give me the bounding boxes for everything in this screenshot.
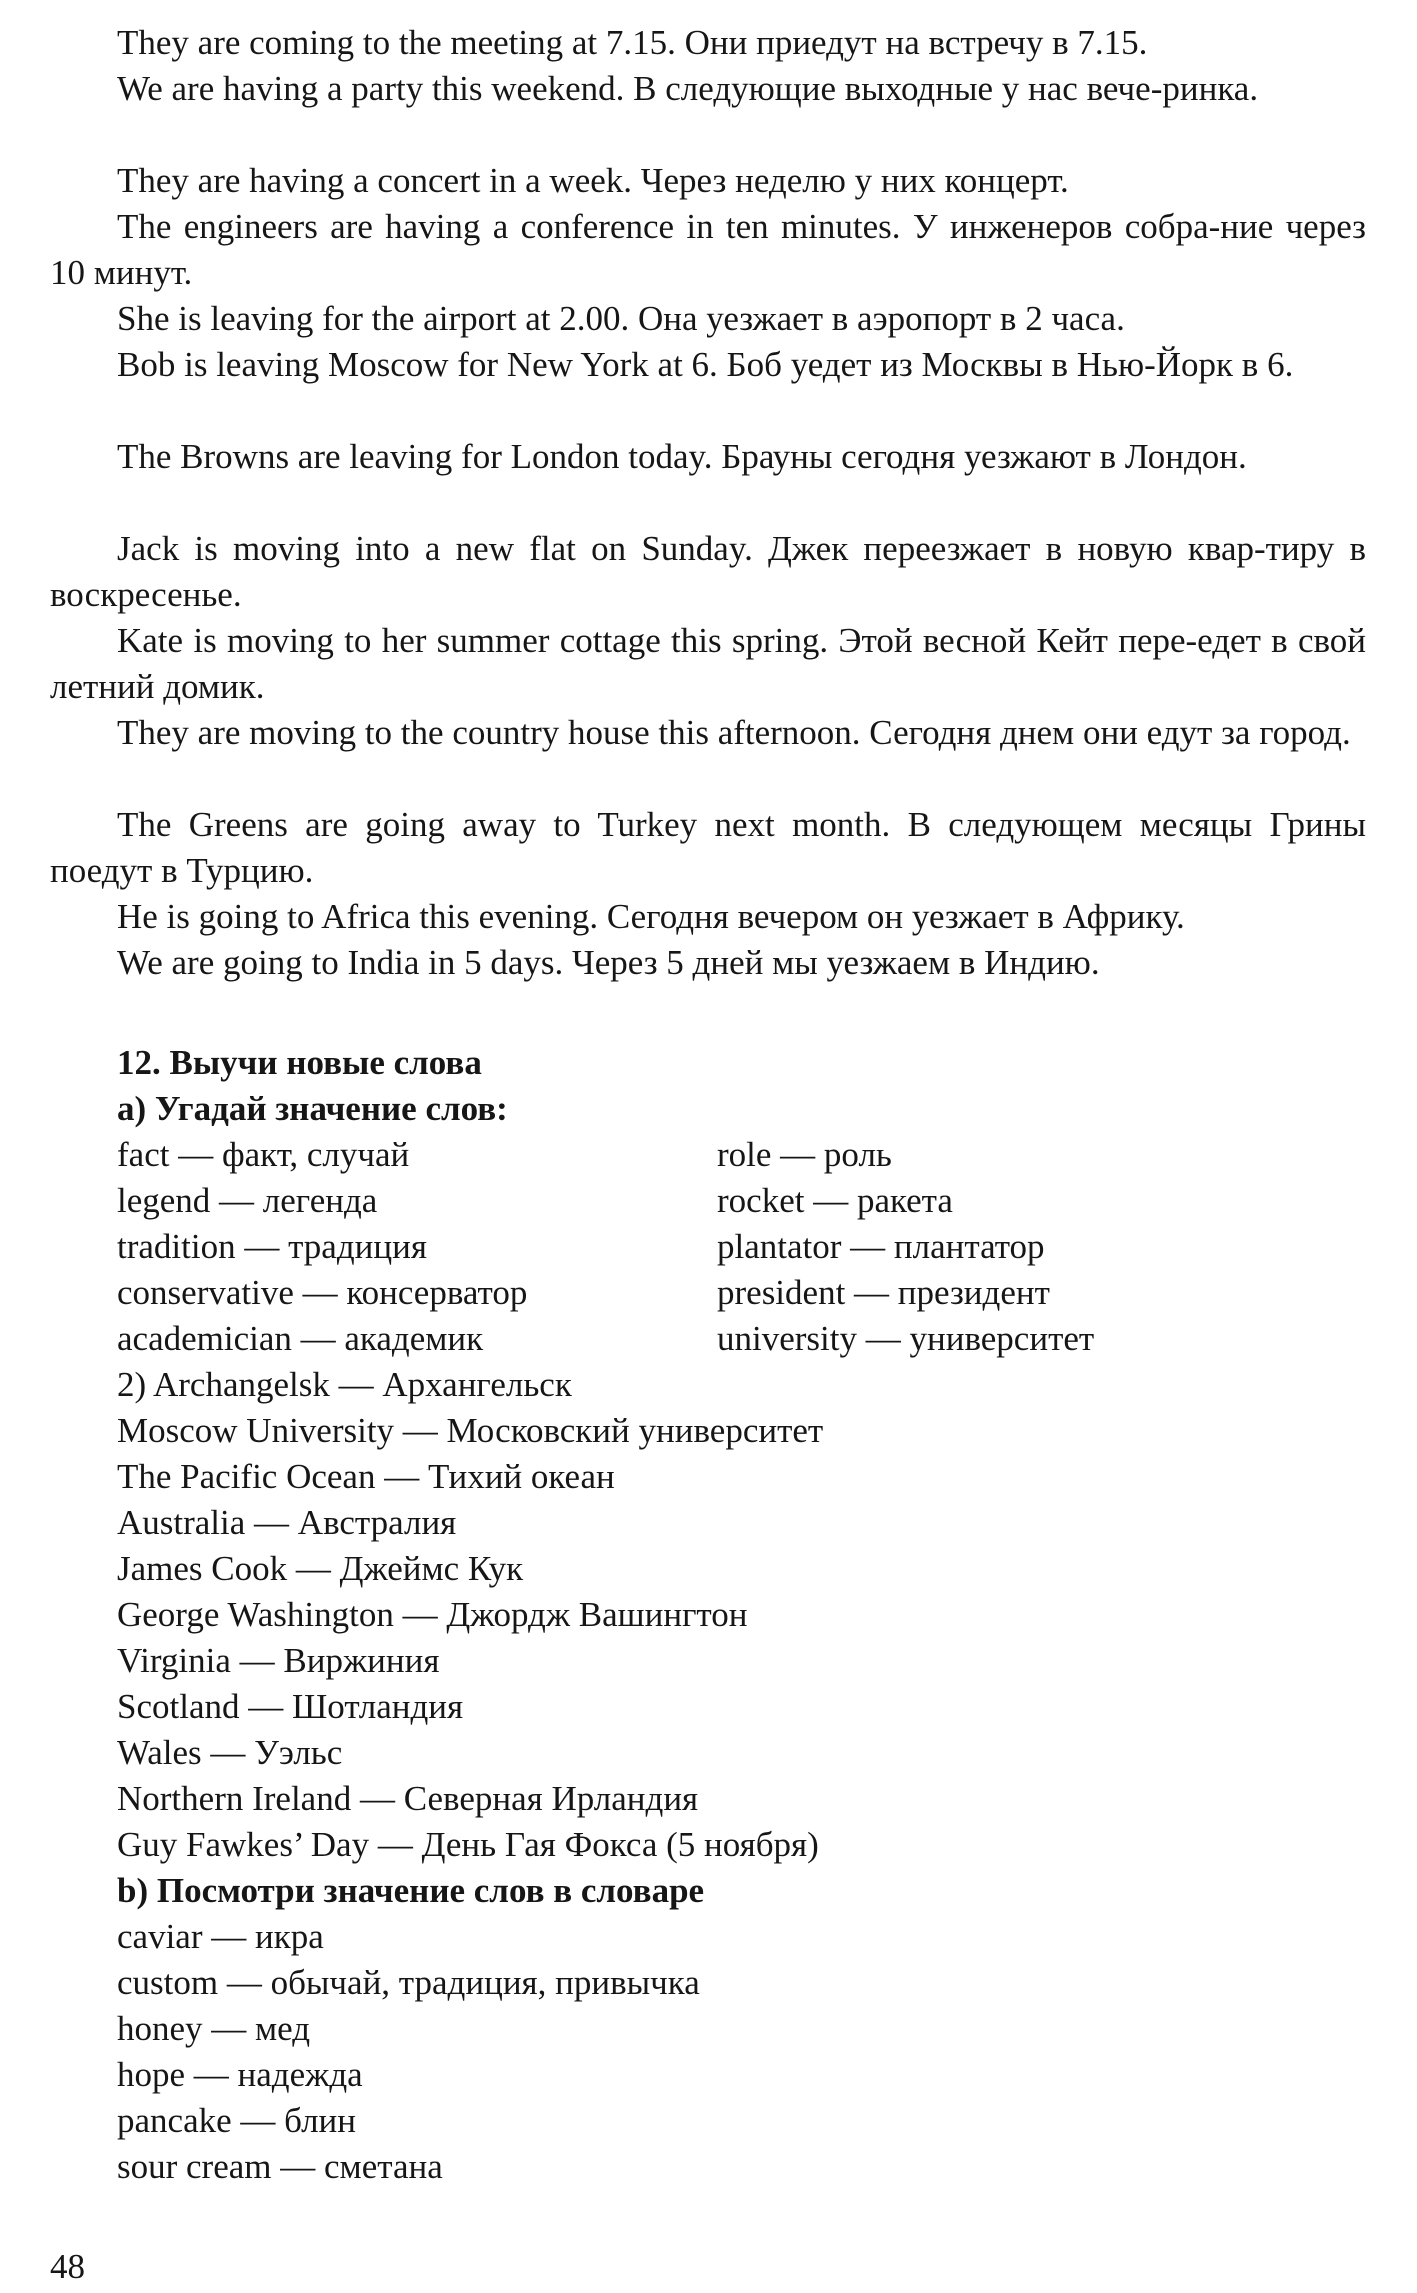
name-7: Virginia — Виржиния — [117, 1641, 440, 1680]
dict-word-2: custom — обычай, традиция, привычка — [117, 1963, 700, 2002]
dict-word-5: pancake — блин — [117, 2101, 357, 2140]
part-a-heading: a) Угадай значение слов: — [117, 1089, 508, 1128]
name-1: 2) Archangelsk — Архангельск — [117, 1365, 572, 1404]
sentence-2: We are having a party this weekend. В следующие выходные у нас вече-ринка. — [117, 69, 1259, 108]
name-5: James Cook — Джеймс Кук — [117, 1549, 524, 1588]
name-8: Scotland — Шотландия — [117, 1687, 464, 1726]
sentence-11: The Greens are going away to Turkey next month. В следующем месяцы Грины поедут в Турцию. — [50, 805, 1366, 890]
dict-word-6: sour cream — сметана — [117, 2147, 443, 2186]
name-9: Wales — Уэльс — [117, 1733, 343, 1772]
word-left-1: fact — факт, случай — [117, 1135, 410, 1174]
word-right-2: rocket — ракета — [717, 1181, 953, 1220]
name-6: George Washington — Джордж Вашингтон — [117, 1595, 748, 1634]
word-right-4: president — президент — [717, 1273, 1050, 1312]
sentence-8: Jack is moving into a new flat on Sunday. Джек переезжает в новую квар-тиру в воскресенье. — [50, 529, 1366, 614]
word-right-1: role — роль — [717, 1135, 892, 1174]
sentence-12: He is going to Africa this evening. Сегодня вечером он уезжает в Африку. — [117, 897, 1185, 936]
dict-word-3: honey — мед — [117, 2009, 311, 2048]
dict-word-4: hope — надежда — [117, 2055, 363, 2094]
sentence-1: They are coming to the meeting at 7.15. Они приедут на встречу в 7.15. — [117, 23, 1148, 62]
sentence-6: Bob is leaving Moscow for New York at 6. Боб уедет из Москвы в Нью-Йорк в 6. — [117, 345, 1294, 384]
sentence-7: The Browns are leaving for London today. Брауны сегодня уезжают в Лондон. — [117, 437, 1247, 476]
word-left-5: academician — академик — [117, 1319, 484, 1358]
word-right-5: university — университет — [717, 1319, 1095, 1358]
sentence-10: They are moving to the country house this afternoon. Сегодня днем они едут за город. — [117, 713, 1351, 752]
name-4: Australia — Австралия — [117, 1503, 457, 1542]
word-right-3: plantator — плантатор — [717, 1227, 1045, 1266]
name-2: Moscow University — Московский университет — [117, 1411, 824, 1450]
word-left-2: legend — легенда — [117, 1181, 378, 1220]
dict-word-1: caviar — икра — [117, 1917, 324, 1956]
sentence-13: We are going to India in 5 days. Через 5 дней мы уезжаем в Индию. — [117, 943, 1100, 982]
page-number: 48 — [50, 2247, 85, 2286]
name-11: Guy Fawkes’ Day — День Гая Фокса (5 ноября) — [117, 1825, 819, 1864]
sentence-9: Kate is moving to her summer cottage this spring. Этой весной Кейт пере-едет в свой летний домик. — [50, 621, 1366, 706]
sentence-5: She is leaving for the airport at 2.00. Она уезжает в аэропорт в 2 часа. — [117, 299, 1125, 338]
sentence-3: They are having a concert in a week. Через неделю у них концерт. — [117, 161, 1069, 200]
part-b-heading: b) Посмотри значение слов в словаре — [117, 1871, 705, 1910]
word-left-3: tradition — традиция — [117, 1227, 427, 1266]
name-3: The Pacific Ocean — Тихий океан — [117, 1457, 615, 1496]
word-left-4: conservative — консерватор — [117, 1273, 528, 1312]
sentence-4: The engineers are having a conference in ten minutes. У инженеров собра-ние через 10 минут. — [50, 207, 1366, 292]
exercise-title: 12. Выучи новые слова — [117, 1043, 482, 1082]
name-10: Northern Ireland — Северная Ирландия — [117, 1779, 699, 1818]
